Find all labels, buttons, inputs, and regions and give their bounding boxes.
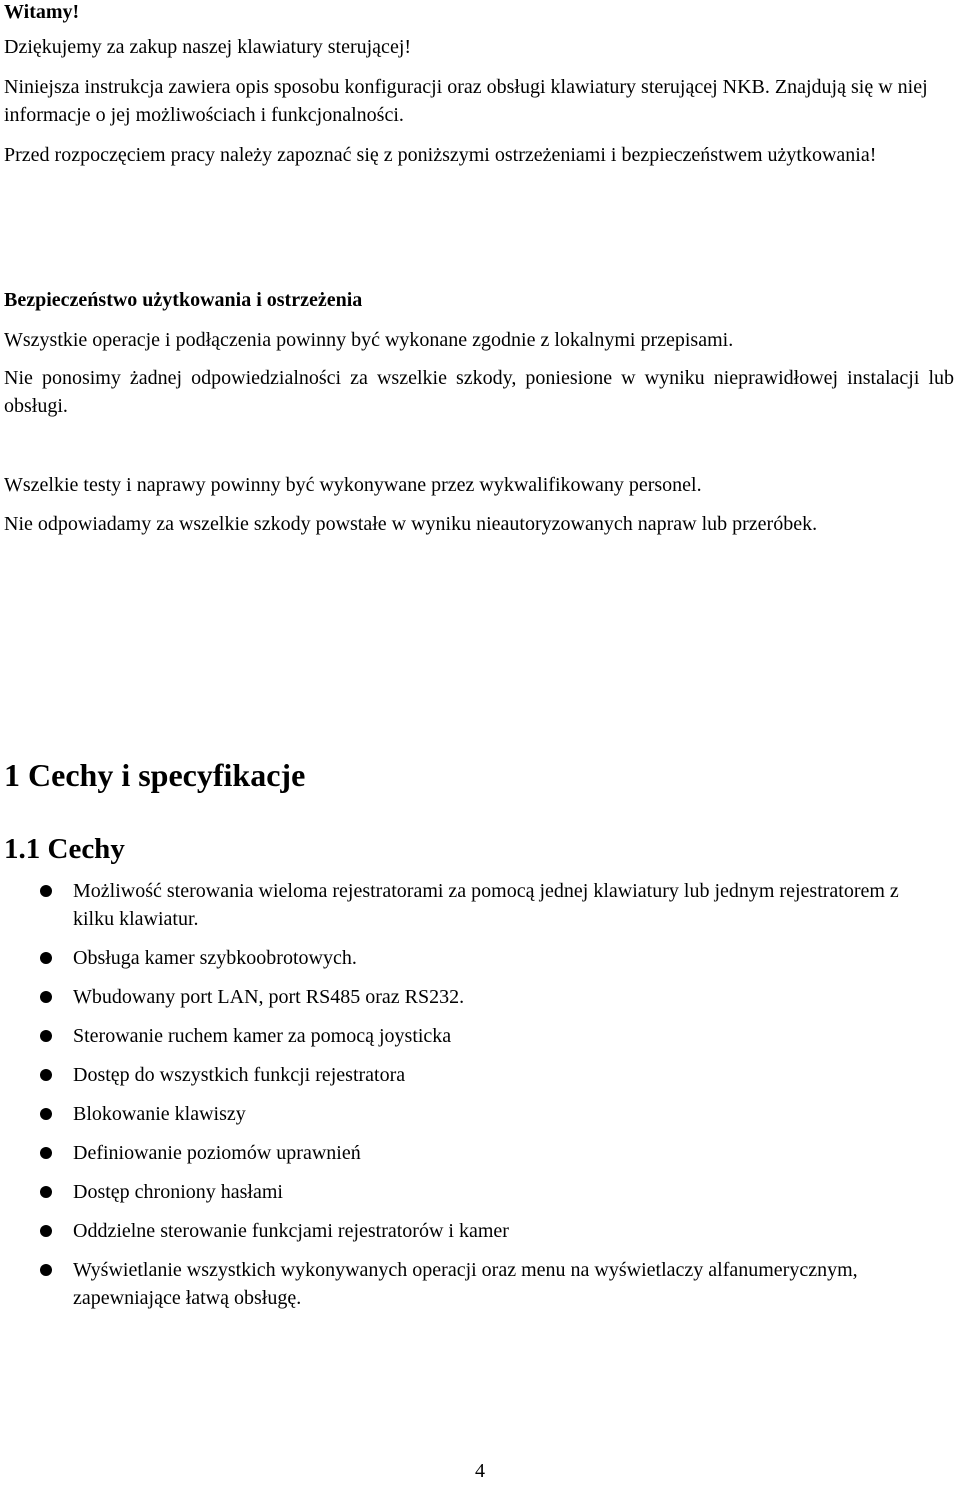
list-item xyxy=(0,1139,940,1167)
bullet-icon xyxy=(40,991,52,1003)
section-title: 1 Cechy i specyfikacje xyxy=(4,757,306,793)
bullet-icon xyxy=(40,1264,52,1276)
list-item-text: Wyświetlanie wszystkich wykonywanych operacji oraz menu na wyświetlaczy alfanumerycznym, zapewniające łatwą obsługę. xyxy=(73,1259,858,1309)
list-item-text: Obsługa kamer szybkoobrotowych. xyxy=(73,947,357,969)
bullet-icon xyxy=(40,1069,52,1081)
features-list xyxy=(0,877,940,1323)
list-item-text: Definiowanie poziomów uprawnień xyxy=(73,1142,361,1164)
bullet-icon xyxy=(40,885,52,897)
list-item xyxy=(0,1217,940,1245)
list-item xyxy=(0,1256,940,1312)
list-item-text: Wbudowany port LAN, port RS485 oraz RS232. xyxy=(73,986,465,1008)
safety-heading: Bezpieczeństwo użytkowania i ostrzeżenia xyxy=(4,289,363,311)
list-item xyxy=(0,944,940,972)
list-item-text: Blokowanie klawiszy xyxy=(73,1103,246,1125)
read-first-notice: Przed rozpoczęciem pracy należy zapoznać się z poniższymi ostrzeżeniami i bezpieczeństwem użytkowania! xyxy=(4,144,877,166)
safety-paragraph: Wszelkie testy i naprawy powinny być wykonywane przez wykwalifikowany personel. xyxy=(4,474,702,496)
page-number: 4 xyxy=(475,1460,485,1482)
list-item xyxy=(0,1022,940,1050)
intro-description: Niniejsza instrukcja zawiera opis sposobu konfiguracji oraz obsługi klawiatury sterującej NKB. Znajdują się w niej informacje o jej możliwościach i funkcjonalności. xyxy=(4,76,928,126)
list-item xyxy=(0,877,940,933)
safety-paragraph: Nie odpowiadamy za wszelkie szkody powstałe w wyniku nieautoryzowanych napraw lub przeróbek. xyxy=(4,513,818,535)
bullet-icon xyxy=(40,952,52,964)
bullet-icon xyxy=(40,1147,52,1159)
safety-paragraph: Nie ponosimy żadnej odpowiedzialności za wszelkie szkody, poniesione w wyniku nieprawidłowej instalacji lub obsługi. xyxy=(4,367,954,417)
list-item-text: Oddzielne sterowanie funkcjami rejestratorów i kamer xyxy=(73,1220,509,1242)
list-item xyxy=(0,1100,940,1128)
list-item-text: Możliwość sterowania wieloma rejestratorami za pomocą jednej klawiatury lub jednym rejestratorem z kilku klawiatur. xyxy=(73,880,899,930)
subsection-title: 1.1 Cechy xyxy=(4,833,125,865)
bullet-icon xyxy=(40,1108,52,1120)
list-item xyxy=(0,1061,940,1089)
thanks-text: Dziękujemy za zakup naszej klawiatury sterującej! xyxy=(4,36,412,58)
list-item-text: Dostęp chroniony hasłami xyxy=(73,1181,283,1203)
bullet-icon xyxy=(40,1186,52,1198)
list-item-text: Dostęp do wszystkich funkcji rejestratora xyxy=(73,1064,406,1086)
bullet-icon xyxy=(40,1225,52,1237)
list-item xyxy=(0,983,940,1011)
bullet-icon xyxy=(40,1030,52,1042)
greeting: Witamy! xyxy=(4,1,80,23)
list-item-text: Sterowanie ruchem kamer za pomocą joysticka xyxy=(73,1025,452,1047)
list-item xyxy=(0,1178,940,1206)
safety-paragraph: Wszystkie operacje i podłączenia powinny być wykonane zgodnie z lokalnymi przepisami. xyxy=(4,329,734,351)
